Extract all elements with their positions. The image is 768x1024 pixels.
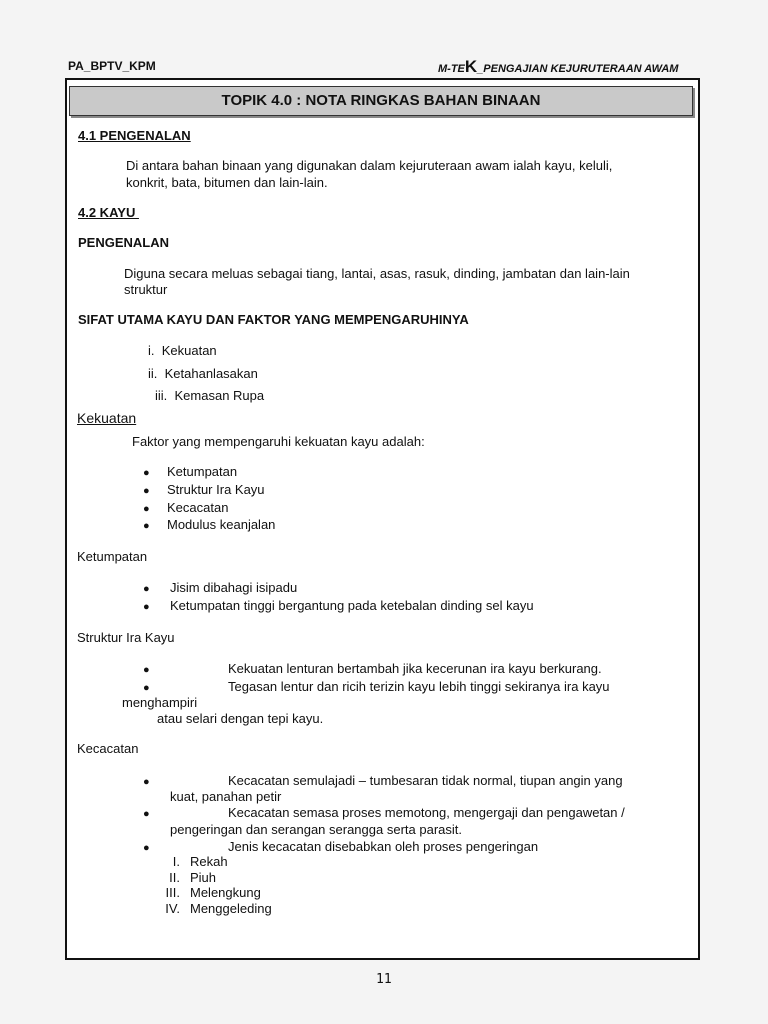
sifat-item-num: iii. xyxy=(155,388,168,403)
page-title: TOPIK 4.0 : NOTA RINGKAS BAHAN BINAAN xyxy=(221,92,541,109)
header-left: PA_BPTV_KPM xyxy=(68,59,156,73)
list-item-continuation: pengeringan dan serangan serangga serta parasit. xyxy=(170,822,462,837)
section-4-1-heading: 4.1 PENGENALAN xyxy=(78,128,191,143)
kekuatan-intro: Faktor yang mempengaruhi kekuatan kayu adalah: xyxy=(132,434,425,449)
list-item-text: Modulus keanjalan xyxy=(167,517,276,532)
sifat-item-text: Ketahanlasakan xyxy=(164,366,258,381)
kekuatan-heading: Kekuatan xyxy=(77,410,137,426)
kecacatan-heading: Kecacatan xyxy=(77,741,139,756)
sifat-item-num: i. xyxy=(148,343,155,358)
sifat-item xyxy=(148,343,217,358)
bullet-icon: ● xyxy=(143,601,150,613)
list-item xyxy=(143,517,276,532)
struktur-heading: Struktur Ira Kayu xyxy=(77,630,175,645)
roman-item-text: Melengkung xyxy=(190,885,261,900)
list-item xyxy=(143,482,265,497)
sifat-item-text: Kemasan Rupa xyxy=(174,388,265,403)
list-item xyxy=(143,839,539,854)
section-4-2-heading: 4.2 KAYU xyxy=(78,205,139,220)
page-number: 11 xyxy=(376,972,392,987)
list-item xyxy=(143,500,229,515)
sifat-heading: SIFAT UTAMA KAYU DAN FAKTOR YANG MEMPENGARUHINYA xyxy=(78,312,469,327)
sifat-item xyxy=(148,366,258,381)
list-item-text: Ketumpatan xyxy=(167,464,238,479)
roman-item-text: Piuh xyxy=(190,870,217,885)
bullet-icon: ● xyxy=(143,776,150,788)
roman-num: II. xyxy=(169,870,180,885)
header-right-prefix: M-TE xyxy=(438,63,465,75)
bullet-icon: ● xyxy=(143,520,150,532)
title-box xyxy=(69,86,693,116)
header-right-suffix: _PENGAJIAN KEJURUTERAAN AWAM xyxy=(477,63,679,75)
list-item-wrap: menghampiri xyxy=(122,695,198,710)
list-item xyxy=(143,679,610,694)
list-item-text: Jisim dibahagi isipadu xyxy=(170,580,298,595)
bullet-icon: ● xyxy=(143,467,150,479)
section-4-1-line-2: konkrit, bata, bitumen dan lain-lain. xyxy=(126,175,328,190)
list-item-text: Struktur Ira Kayu xyxy=(167,482,265,497)
list-item xyxy=(143,661,602,676)
pengenalan-line-1: Diguna secara meluas sebagai tiang, lantai, asas, rasuk, dinding, jambatan dan lain-lain xyxy=(124,266,630,281)
ketumpatan-heading: Ketumpatan xyxy=(77,549,148,564)
pengenalan-heading: PENGENALAN xyxy=(78,235,170,250)
list-item-text: Kecacatan xyxy=(167,500,229,515)
list-item-text: Kekuatan lenturan bertambah jika kecerunan ira kayu berkurang. xyxy=(228,661,602,676)
list-item-continuation: atau selari dengan tepi kayu. xyxy=(157,711,324,726)
roman-num: III. xyxy=(165,885,180,900)
bullet-icon: ● xyxy=(143,583,150,595)
header-right-k: K xyxy=(464,57,478,76)
list-item-text: Kecacatan semulajadi – tumbesaran tidak normal, tiupan angin yang xyxy=(228,773,623,788)
list-item-text: Kecacatan semasa proses memotong, mengergaji dan pengawetan / xyxy=(228,805,625,820)
list-item-text: Ketumpatan tinggi bergantung pada ketebalan dinding sel kayu xyxy=(170,598,534,613)
list-item xyxy=(143,773,623,788)
list-item xyxy=(143,580,298,595)
list-item-text: Tegasan lentur dan ricih terizin kayu lebih tinggi sekiranya ira kayu xyxy=(228,679,610,694)
bullet-icon: ● xyxy=(143,485,150,497)
header-right xyxy=(438,57,678,77)
section-4-1-line-1: Di antara bahan binaan yang digunakan dalam kejuruteraan awam ialah kayu, keluli, xyxy=(126,158,613,173)
bullet-icon: ● xyxy=(143,808,150,820)
bullet-icon: ● xyxy=(143,503,150,515)
roman-item-text: Rekah xyxy=(190,854,228,869)
list-item xyxy=(143,464,238,479)
roman-num: IV. xyxy=(165,901,180,916)
roman-item-text: Menggeleding xyxy=(190,901,272,916)
list-item-text: Jenis kecacatan disebabkan oleh proses pengeringan xyxy=(228,839,539,854)
bullet-icon: ● xyxy=(143,682,150,694)
roman-num: I. xyxy=(172,854,180,869)
sifat-item-text: Kekuatan xyxy=(161,343,217,358)
bullet-icon: ● xyxy=(143,664,150,676)
sifat-item xyxy=(155,388,264,403)
sifat-item-num: ii. xyxy=(148,366,158,381)
list-item xyxy=(143,598,534,613)
list-item xyxy=(143,805,625,820)
bullet-icon: ● xyxy=(143,842,150,854)
pengenalan-line-2: struktur xyxy=(124,282,168,297)
list-item-continuation: kuat, panahan petir xyxy=(170,789,282,804)
